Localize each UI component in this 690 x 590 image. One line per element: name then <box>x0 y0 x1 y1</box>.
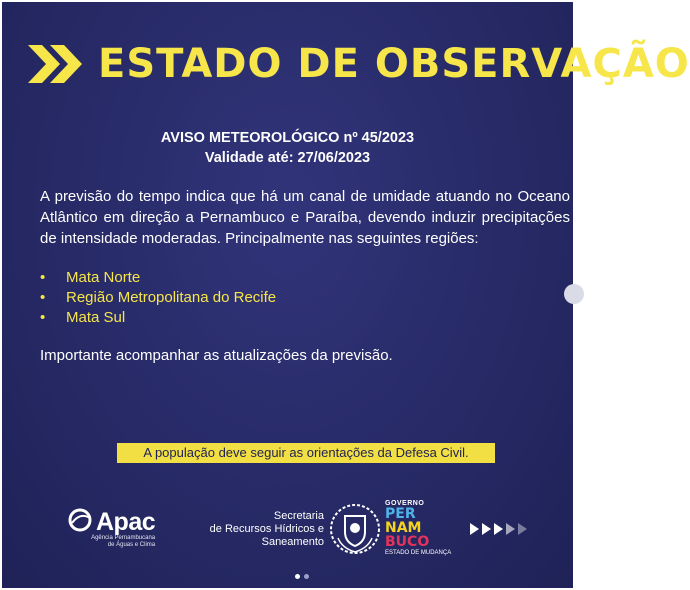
state-crest-icon <box>328 502 382 561</box>
carousel-dot[interactable] <box>304 574 309 579</box>
governo-label: GOVERNO <box>385 500 425 507</box>
bullet: • <box>40 309 46 326</box>
update-note: Importante acompanhar as atualizações da previsão. <box>40 347 393 364</box>
aviso-number: AVISO METEOROLÓGICO nº 45/2023 <box>160 130 415 146</box>
secretaria-text <box>206 510 324 549</box>
apac-name: Apac <box>96 508 156 536</box>
next-slide-icon[interactable] <box>564 284 584 304</box>
region-label: Região Metropolitana do Recife <box>66 289 277 306</box>
governo-row1: PER <box>385 506 416 522</box>
forecast-paragraph: A previsão do tempo indica que há um canal de umidade atuando no Oceano Atlântico em direção a Pernambuco e Paraíba, devendo induzir precipitações de intensidade moderadas. Principalmente nas seguintes regiões: <box>40 188 570 247</box>
governo-logo <box>385 500 455 556</box>
governo-row2: NAM <box>385 520 422 536</box>
page-title: ESTADO DE OBSERVAÇÃO <box>98 41 690 87</box>
secretaria-line1: Secretaria <box>273 510 324 522</box>
header <box>28 38 690 90</box>
civil-defense-banner: A população deve seguir as orientações da Defesa Civil. <box>117 443 495 463</box>
apac-sub-line1: Agência Pernambucana <box>91 535 156 541</box>
governo-row3: BUCO <box>385 534 430 550</box>
regions-list <box>40 268 276 328</box>
secretaria-line3: Saneamento <box>261 536 324 548</box>
list-item <box>40 308 276 328</box>
region-label: Mata Sul <box>66 309 126 326</box>
apac-logo <box>68 508 155 549</box>
list-item <box>40 268 276 288</box>
post-card <box>2 2 690 588</box>
carousel-dots <box>295 574 309 579</box>
aviso-validity: Validade até: 27/06/2023 <box>204 150 371 166</box>
governo-slogan: ESTADO DE MUDANÇA <box>385 550 452 556</box>
apac-sub-line2: de Águas e Clima <box>107 542 156 548</box>
bullet: • <box>40 289 46 306</box>
list-item <box>40 288 276 308</box>
bullet: • <box>40 269 46 286</box>
apac-logo-icon <box>68 508 94 537</box>
secretaria-line2: de Recursos Hídricos e <box>209 523 324 535</box>
double-chevron-icon <box>28 45 86 83</box>
region-label: Mata Norte <box>66 269 141 286</box>
arrow-right-icon <box>470 523 527 535</box>
carousel-dot-active[interactable] <box>295 574 300 579</box>
